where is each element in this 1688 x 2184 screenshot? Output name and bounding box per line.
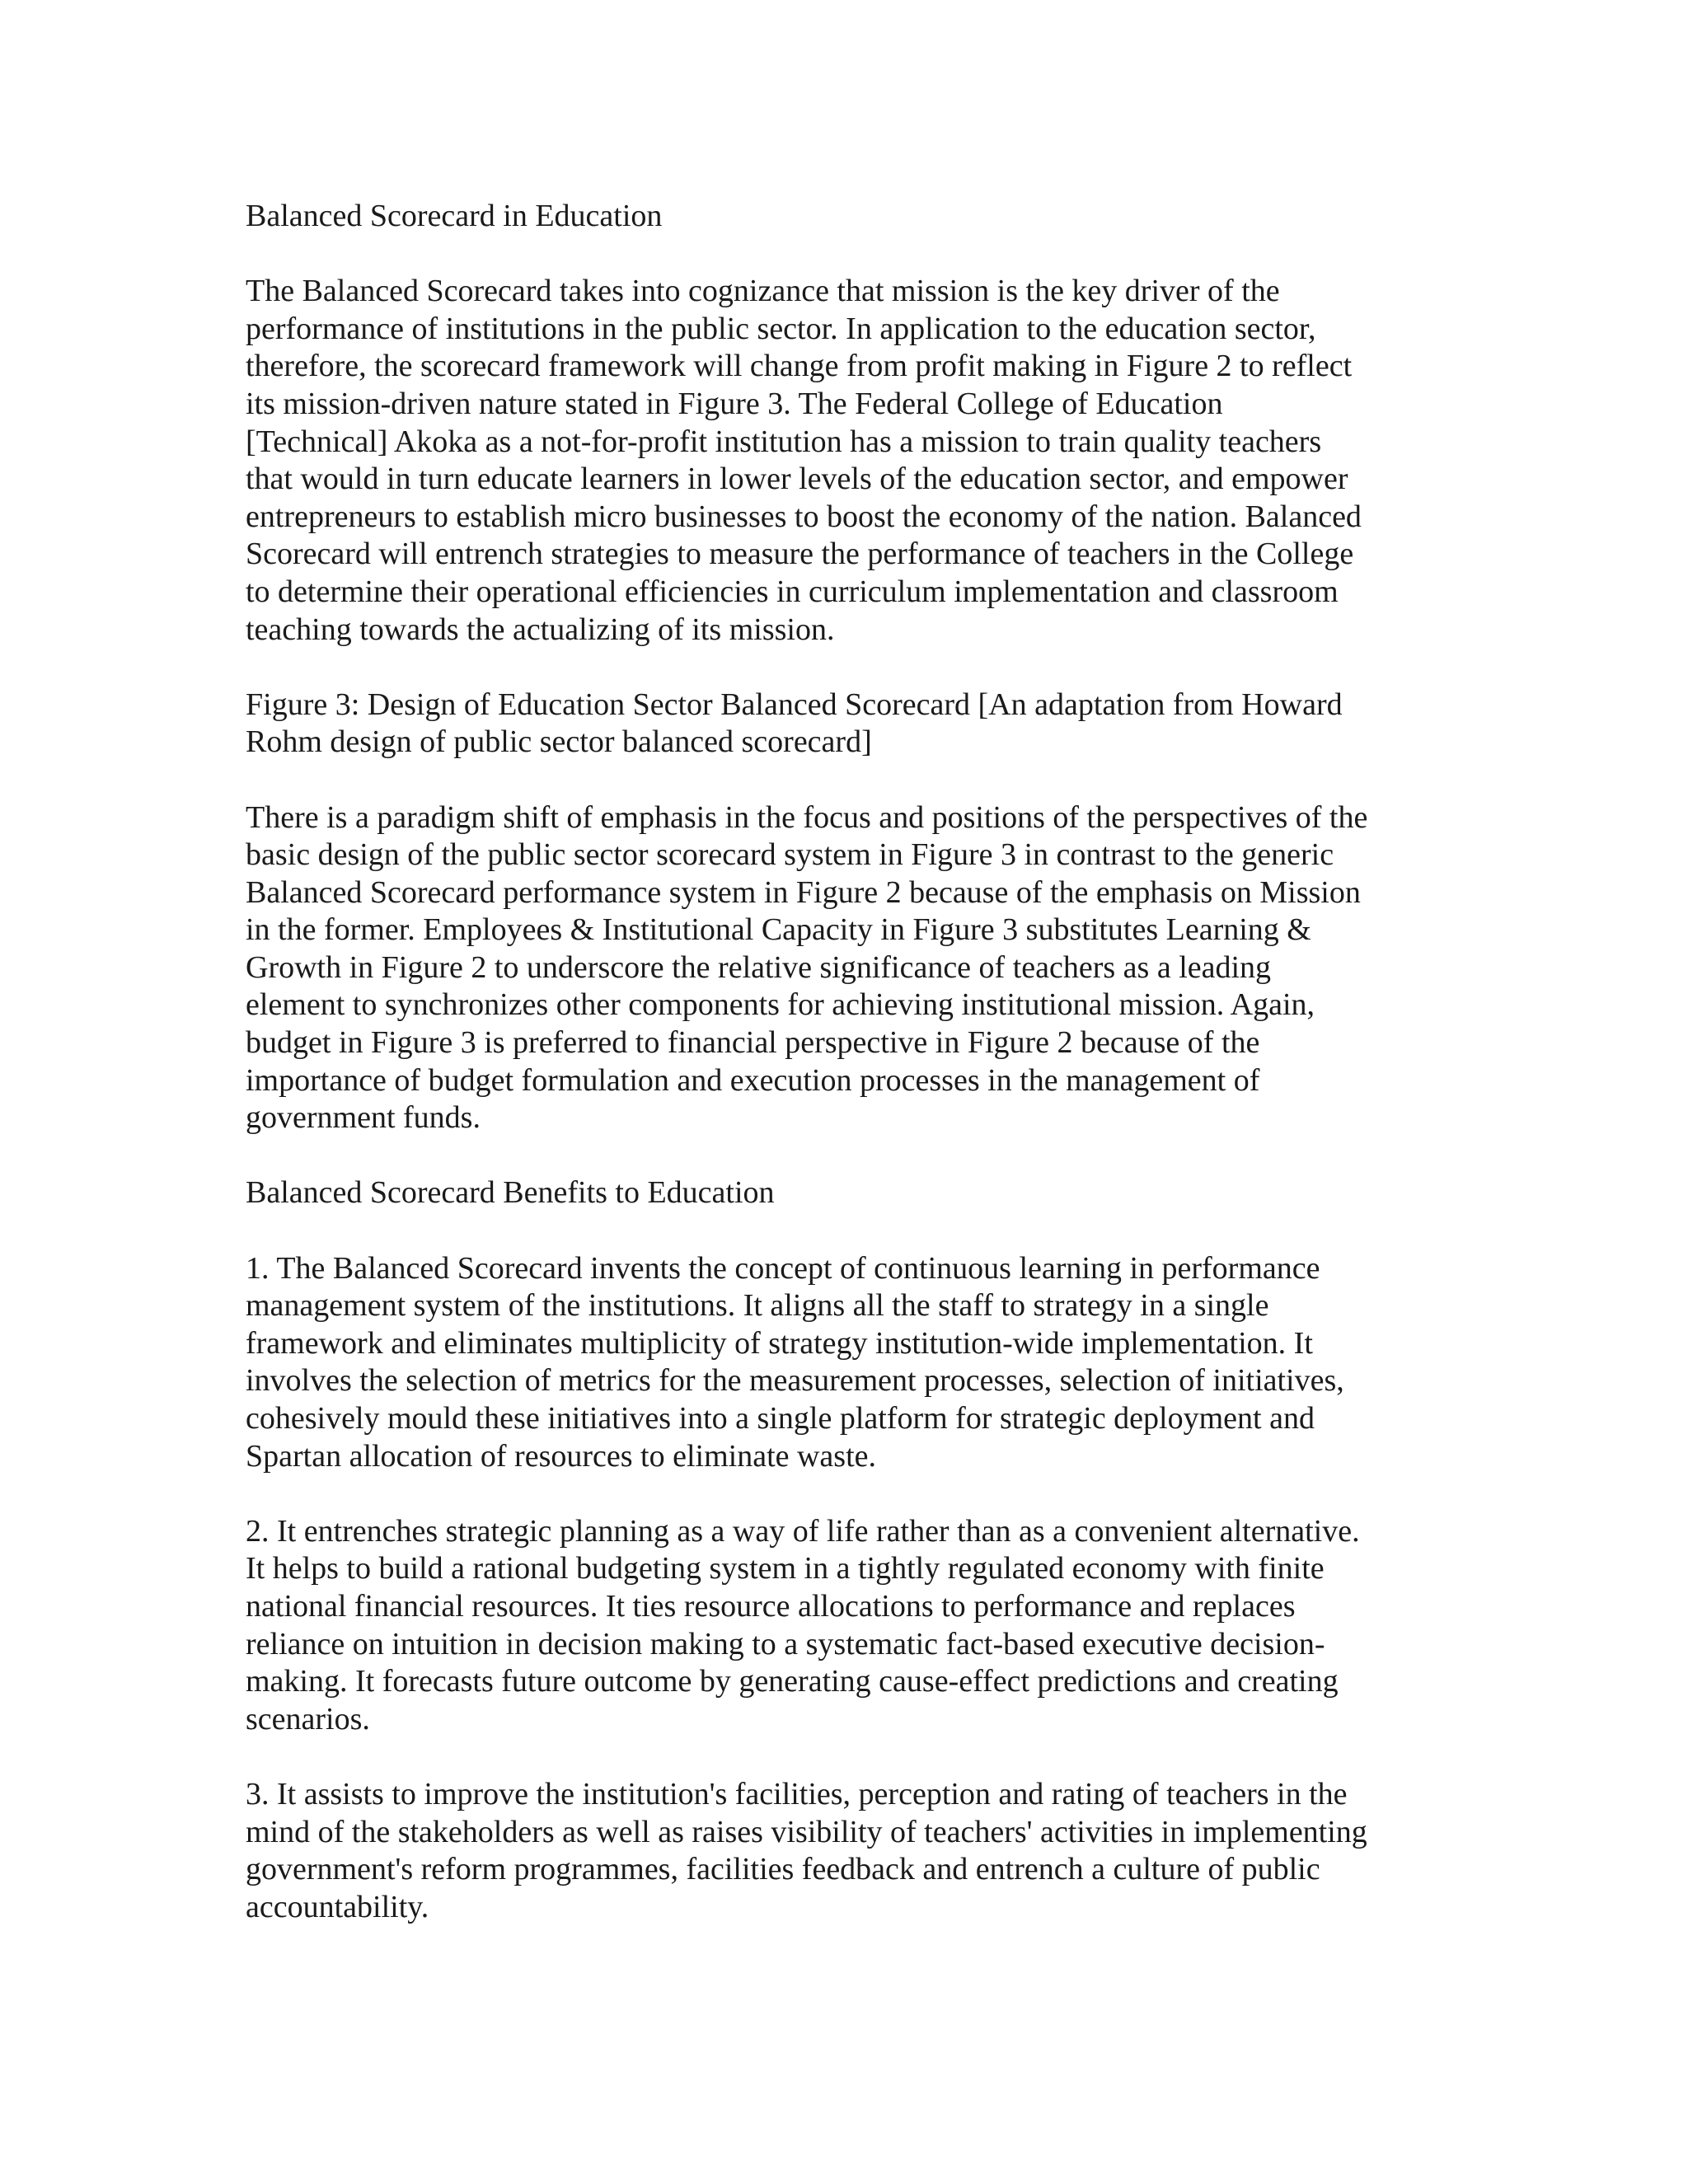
text-line: 2. It entrenches strategic planning as a way of life rather than as a convenient alternative. xyxy=(246,1513,1360,1549)
text-line: basic design of the public sector scorecard system in Figure 3 in contrast to the generic xyxy=(246,837,1334,873)
text-line: therefore, the scorecard framework will change from profit making in Figure 2 to reflect xyxy=(246,349,1353,384)
text-line: 3. It assists to improve the institution's facilities, perception and rating of teachers in the xyxy=(246,1776,1348,1811)
text-line: Balanced Scorecard in Education xyxy=(246,199,663,233)
text-line: government funds. xyxy=(246,1100,481,1136)
document-title xyxy=(246,198,1442,236)
benefit-item-2 xyxy=(246,1513,1442,1739)
text-line: Balanced Scorecard Benefits to Education xyxy=(246,1175,775,1211)
text-line: Balanced Scorecard performance system in Figure 2 because of the emphasis on Mission xyxy=(246,874,1361,910)
figure-caption xyxy=(246,687,1442,762)
text-line: cohesively mould these initiatives into a single platform for strategic deployment and xyxy=(246,1401,1315,1436)
text-line: scenarios. xyxy=(246,1701,370,1736)
text-line: making. It forecasts future outcome by generating cause-effect predictions and creating xyxy=(246,1664,1339,1699)
text-line: government's reform programmes, facilities feedback and entrench a culture of public xyxy=(246,1852,1320,1887)
text-line: budget in Figure 3 is preferred to financial perspective in Figure 2 because of the xyxy=(246,1025,1260,1061)
text-line: importance of budget formulation and execution processes in the management of xyxy=(246,1062,1260,1098)
text-line: Scorecard will entrench strategies to measure the performance of teachers in the College xyxy=(246,537,1354,572)
document-page xyxy=(246,198,1442,1926)
text-line: framework and eliminates multiplicity of strategy institution-wide implementation. It xyxy=(246,1325,1313,1361)
benefit-item-3 xyxy=(246,1776,1442,1926)
text-line: [Technical] Akoka as a not-for-profit institution has a mission to train quality teachers xyxy=(246,424,1322,459)
text-line: that would in turn educate learners in lower levels of the education sector, and empower xyxy=(246,462,1348,497)
text-line: 1. The Balanced Scorecard invents the concept of continuous learning in performance xyxy=(246,1250,1320,1286)
text-line: its mission-driven nature stated in Figure 3. The Federal College of Education xyxy=(246,386,1223,421)
text-line: teaching towards the actualizing of its mission. xyxy=(246,612,835,647)
text-line: accountability. xyxy=(246,1889,429,1924)
intro-paragraph xyxy=(246,273,1442,649)
text-line: national financial resources. It ties resource allocations to performance and replaces xyxy=(246,1588,1296,1624)
text-line: performance of institutions in the public sector. In application to the education sector, xyxy=(246,311,1316,346)
paradigm-paragraph xyxy=(246,799,1442,1137)
text-line: involves the selection of metrics for the measurement processes, selection of initiatives, xyxy=(246,1363,1344,1399)
text-line: mind of the stakeholders as well as raises visibility of teachers' activities in implementing xyxy=(246,1814,1367,1849)
text-line: It helps to build a rational budgeting system in a tightly regulated economy with finite xyxy=(246,1551,1325,1586)
text-line: entrepreneurs to establish micro businesses to boost the economy of the nation. Balanced xyxy=(246,499,1362,534)
text-line: Growth in Figure 2 to underscore the relative significance of teachers as a leading xyxy=(246,949,1272,985)
text-line: management system of the institutions. It aligns all the staff to strategy in a single xyxy=(246,1288,1269,1324)
text-line: reliance on intuition in decision making to a systematic fact-based executive decision- xyxy=(246,1626,1325,1661)
text-line: There is a paradigm shift of emphasis in the focus and positions of the perspectives of the xyxy=(246,799,1368,835)
text-line: Figure 3: Design of Education Sector Balanced Scorecard [An adaptation from Howard xyxy=(246,687,1343,722)
benefit-item-1 xyxy=(246,1250,1442,1476)
text-line: The Balanced Scorecard takes into cognizance that mission is the key driver of the xyxy=(246,274,1280,309)
text-line: in the former. Employees & Institutional Capacity in Figure 3 substitutes Learning & xyxy=(246,912,1311,948)
benefits-heading xyxy=(246,1174,1442,1212)
text-line: Rohm design of public sector balanced scorecard] xyxy=(246,724,872,760)
text-line: element to synchronizes other components for achieving institutional mission. Again, xyxy=(246,987,1315,1023)
text-line: to determine their operational efficiencies in curriculum implementation and classroom xyxy=(246,574,1339,609)
text-line: Spartan allocation of resources to eliminate waste. xyxy=(246,1438,877,1474)
